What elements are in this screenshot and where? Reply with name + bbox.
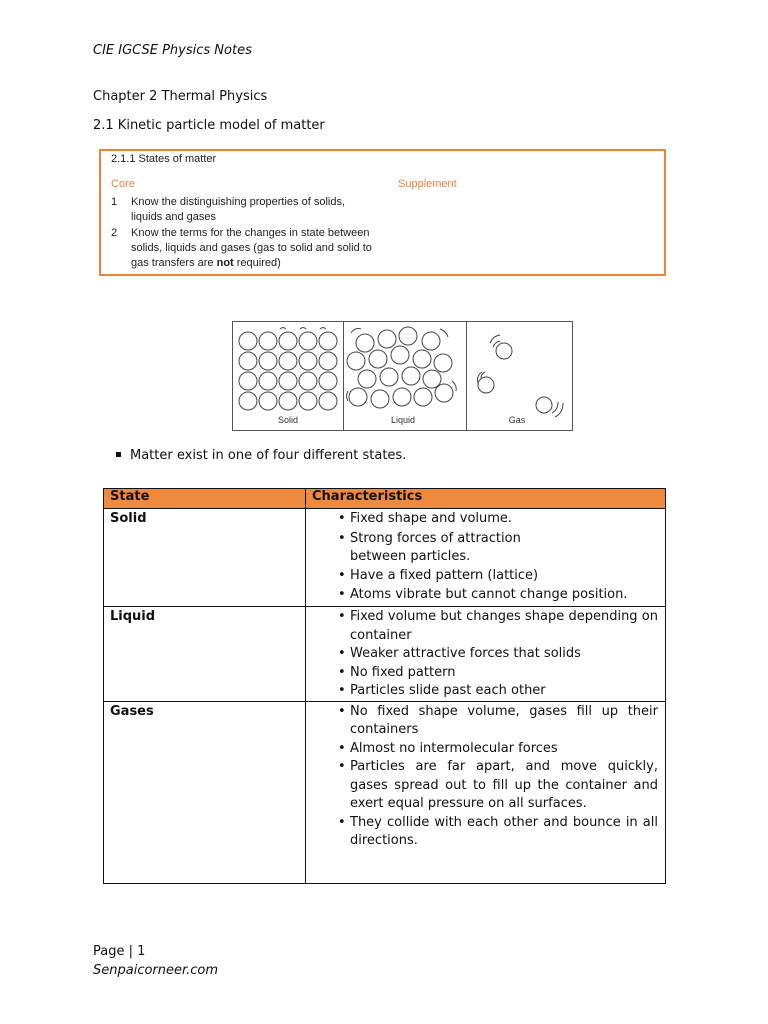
particle [259, 332, 277, 350]
particle [536, 397, 552, 413]
footer-site: Senpaicorneer.com [93, 963, 219, 978]
particle [399, 327, 417, 345]
syllabus-heading: 2.1.1 States of matter [111, 153, 217, 165]
particle [259, 372, 277, 390]
gas-characteristics [306, 702, 665, 851]
particle [380, 368, 398, 386]
header-characteristics: Characteristics [306, 489, 666, 509]
particle [349, 388, 367, 406]
page-number: Page | 1 [93, 944, 146, 959]
states-table [103, 488, 666, 884]
list-item: • No fixed shape volume, gases fill up their containers [350, 703, 658, 740]
particle [358, 370, 376, 388]
supplement-label: Supplement [398, 178, 457, 190]
syllabus-box: 2.1.1 States of matter Core Supplement 1 Know the distinguishing properties of solids, liquids and gases 2 Know the terms for the changes in state between solids, liquids and gases (gas to solid and solid to gas transfers are not required) [99, 149, 666, 276]
particle [402, 367, 420, 385]
table-row [104, 701, 666, 883]
particle [299, 352, 317, 370]
list-item: • Strong forces of attraction between particles. [350, 530, 665, 567]
particle [393, 388, 411, 406]
particle [239, 372, 257, 390]
particle [279, 352, 297, 370]
particle [259, 352, 277, 370]
table-row [104, 607, 666, 702]
particle [299, 392, 317, 410]
list-item: • Fixed shape and volume. [350, 510, 665, 529]
intro-bullet: Matter exist in one of four different states. [116, 448, 406, 463]
particle [413, 350, 431, 368]
characteristics-cell [306, 607, 666, 702]
particle [414, 388, 432, 406]
particle [347, 352, 365, 370]
particle [239, 392, 257, 410]
particle [496, 343, 512, 359]
particle [369, 350, 387, 368]
particle [423, 370, 441, 388]
list-item: • Fixed volume but changes shape depending on container [350, 608, 658, 645]
particle [422, 332, 440, 350]
core-label: Core [111, 178, 135, 190]
square-bullet-icon [116, 452, 121, 457]
list-item: • Atoms vibrate but cannot change position. [350, 586, 665, 605]
solid-label: Solid [277, 415, 299, 425]
particle [319, 332, 337, 350]
chapter-title: Chapter 2 Thermal Physics [93, 89, 268, 104]
characteristics-cell [306, 509, 666, 607]
list-item: • Weaker attractive forces that solids [350, 645, 658, 664]
liquid-characteristics [306, 607, 665, 701]
list-item: • Particles slide past each other [350, 682, 658, 701]
list-item: • They collide with each other and bounce in all directions. [350, 814, 658, 851]
particle [239, 332, 257, 350]
header-state: State [104, 489, 306, 509]
list-item: • Particles are far apart, and move quickly, gases spread out to fill up the container and exert equal pressure on all surfaces. [350, 758, 658, 814]
gas-label: Gas [508, 415, 526, 425]
particle [319, 352, 337, 370]
table-row [104, 509, 666, 607]
list-item: • No fixed pattern [350, 664, 658, 683]
particle [279, 372, 297, 390]
particle [279, 332, 297, 350]
particle [391, 346, 409, 364]
particle [435, 384, 453, 402]
section-title: 2.1 Kinetic particle model of matter [93, 118, 325, 133]
particle [319, 372, 337, 390]
table-header-row [104, 489, 666, 509]
state-cell: Gases [104, 701, 306, 883]
particle [356, 334, 374, 352]
particle [378, 330, 396, 348]
particle [319, 392, 337, 410]
particle [299, 372, 317, 390]
particle [299, 332, 317, 350]
particle [434, 354, 452, 372]
particle [371, 390, 389, 408]
particle [279, 392, 297, 410]
states-of-matter-figure [232, 321, 573, 431]
document-header: CIE IGCSE Physics Notes [93, 43, 252, 58]
liquid-label: Liquid [390, 415, 416, 425]
characteristics-cell [306, 701, 666, 883]
particle [239, 352, 257, 370]
state-cell: Solid [104, 509, 306, 607]
state-cell: Liquid [104, 607, 306, 702]
particle [478, 377, 494, 393]
solid-characteristics [306, 509, 665, 605]
particle [259, 392, 277, 410]
list-item: • Have a fixed pattern (lattice) [350, 567, 665, 586]
list-item: • Almost no intermolecular forces [350, 740, 658, 759]
